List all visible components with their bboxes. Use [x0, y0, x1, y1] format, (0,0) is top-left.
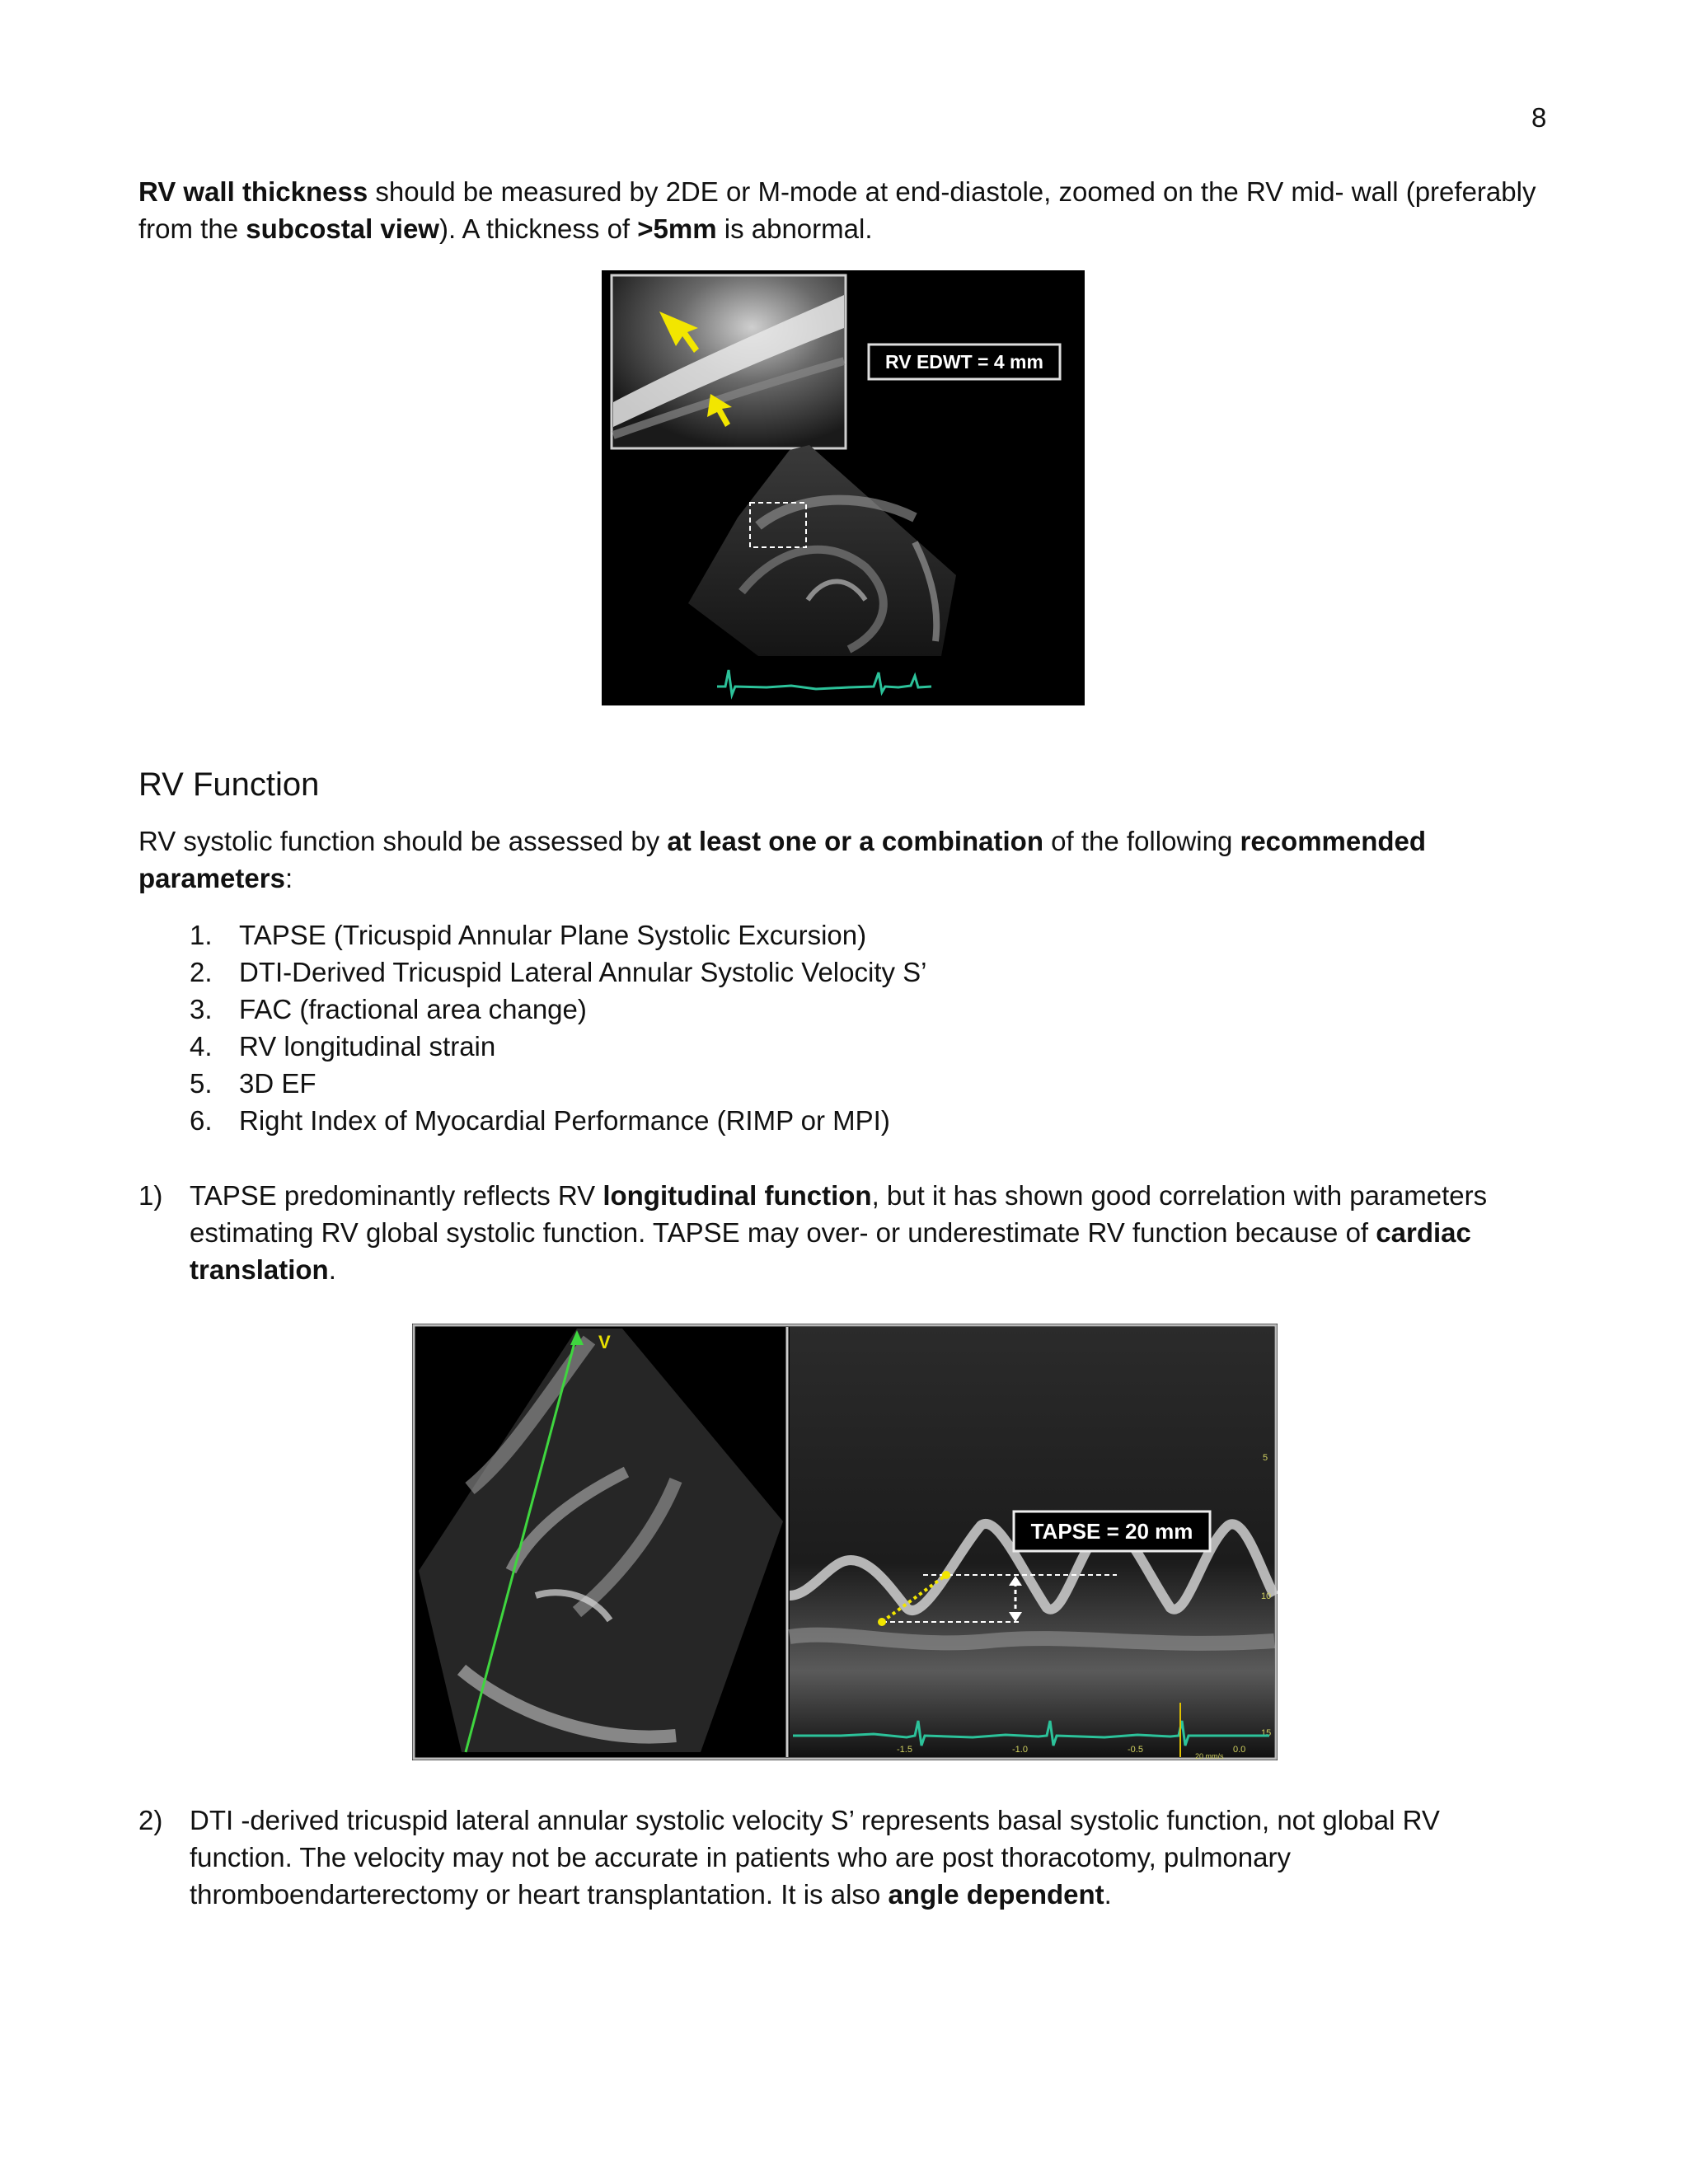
list-number: 4. — [190, 1031, 213, 1062]
bold-text: recommended parameters — [138, 826, 1427, 893]
time-scale-label: -1.0 — [1012, 1745, 1028, 1755]
text: ). A thickness of — [438, 213, 638, 244]
rv-function-paragraph — [138, 823, 1540, 897]
bold-text: >5mm — [637, 213, 717, 244]
list-text: FAC (fractional area change) — [239, 994, 587, 1024]
text: of the following — [1043, 826, 1240, 856]
bold-text: at least one or a combination — [667, 826, 1043, 856]
section-heading: RV Function — [138, 766, 320, 803]
list-text: Right Index of Myocardial Performance (RIMP or MPI) — [239, 1105, 890, 1136]
item-text — [190, 1802, 1540, 1913]
tapse-item — [138, 1177, 1540, 1288]
text: TAPSE predominantly reflects RV — [190, 1180, 603, 1211]
depth-label: 5 — [1263, 1453, 1268, 1463]
list-number: 2. — [190, 957, 213, 987]
parameter-list — [190, 916, 927, 1139]
depth-label: 10 — [1261, 1591, 1272, 1601]
bold-text: RV wall thickness — [138, 176, 368, 207]
list-item — [190, 1028, 927, 1065]
page-number: 8 — [1531, 102, 1547, 133]
sweep-speed-label: 20 mm/s — [1195, 1752, 1224, 1760]
bold-text: angle dependent — [888, 1879, 1104, 1910]
item-text — [190, 1177, 1540, 1288]
list-item — [190, 916, 927, 954]
mmode-panel — [790, 1327, 1274, 1760]
time-scale-label: -1.5 — [897, 1745, 912, 1755]
list-item — [190, 954, 927, 991]
time-scale-label: 0.0 — [1233, 1745, 1246, 1755]
dti-item — [138, 1802, 1540, 1913]
text: RV systolic function should be assessed by — [138, 826, 668, 856]
list-item — [190, 1102, 927, 1139]
measurement-label: RV EDWT = 4 mm — [885, 351, 1043, 373]
measurement-label: TAPSE = 20 mm — [1030, 1519, 1193, 1544]
tapse-figure — [412, 1324, 1278, 1760]
bold-text: cardiac translation — [190, 1217, 1471, 1285]
rv-wall-thickness-figure — [602, 270, 1085, 705]
text: . — [328, 1254, 336, 1285]
list-item — [190, 1065, 927, 1102]
bold-text: subcostal view — [246, 213, 439, 244]
list-text: DTI-Derived Tricuspid Lateral Annular Systolic Velocity S’ — [239, 957, 927, 987]
list-number: 5. — [190, 1068, 213, 1099]
list-text: TAPSE (Tricuspid Annular Plane Systolic Excursion) — [239, 920, 867, 950]
wall-thickness-paragraph — [138, 173, 1540, 247]
zoom-inset — [612, 275, 846, 448]
list-number: 3. — [190, 994, 213, 1024]
item-marker: 2) — [138, 1805, 163, 1835]
list-text: 3D EF — [239, 1068, 316, 1099]
cursor-label: V — [598, 1332, 611, 1352]
text: should be measured by 2DE or M-mode at end-diastole, zoomed on the RV mid- wall (preferably from the — [138, 176, 1536, 244]
list-number: 6. — [190, 1105, 213, 1136]
text: : — [284, 863, 293, 893]
time-scale-label: -0.5 — [1128, 1745, 1143, 1755]
text: is abnormal. — [716, 213, 873, 244]
text: DTI -derived tricuspid lateral annular systolic velocity S’ represents basal systolic function, not global RV function. The velocity may not be accurate in patients who are post thoracotomy, pulmonary thromboendarterectomy or heart transplantation. It is also — [190, 1805, 1440, 1910]
text: , but it has shown good correlation with parameters estimating RV global systolic function. TAPSE may over- or underestimate RV function because of — [190, 1180, 1488, 1248]
item-marker: 1) — [138, 1180, 163, 1211]
text: . — [1104, 1879, 1112, 1910]
list-number: 1. — [190, 920, 213, 950]
list-item — [190, 991, 927, 1028]
bold-text: longitudinal function — [603, 1180, 872, 1211]
list-text: RV longitudinal strain — [239, 1031, 496, 1062]
depth-label: 15 — [1261, 1728, 1272, 1738]
